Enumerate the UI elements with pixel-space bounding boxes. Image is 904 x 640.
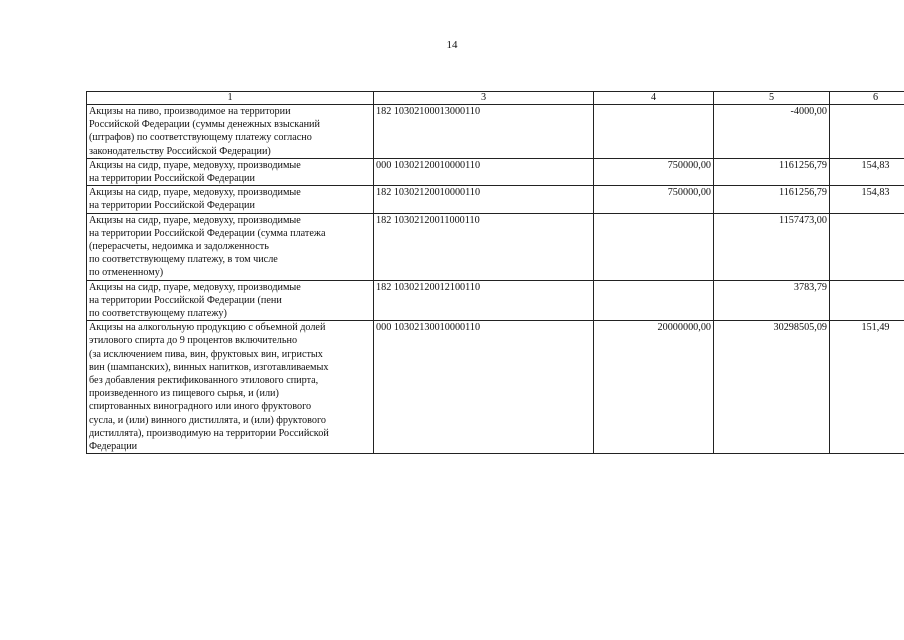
header-col-3: 3: [374, 92, 594, 105]
row-actual: 3783,79: [714, 280, 830, 321]
row-code: 000 10302130010000110: [374, 321, 594, 454]
table-row: [87, 158, 904, 185]
row-name: Акцизы на сидр, пуаре, медовуху, производимые на территории Российской Федерации (пени по соответствующему платежу): [87, 280, 374, 321]
row-plan: [594, 105, 714, 159]
row-percent: [830, 105, 904, 159]
row-name: Акцизы на алкогольную продукцию с объемной долей этилового спирта до 9 процентов включительно (за исключением пива, вин, фруктовых вин, игристых вин (шампанских), винных напитков, изготавливаемых без добавления ректификованного этилового спирта, произведенного из пищевого сырья, и (или) спиртованных виноградного или иного фруктового сусла, и (или) винного дистиллята, и (или) фруктового дистиллята), производимую на территории Российской Федерации: [87, 321, 374, 454]
row-plan: [594, 213, 714, 280]
page-number: 14: [446, 39, 458, 51]
row-plan: 750000,00: [594, 158, 714, 185]
row-plan: [594, 280, 714, 321]
row-actual: 1161256,79: [714, 158, 830, 185]
table-row: [87, 105, 904, 159]
row-actual: 1157473,00: [714, 213, 830, 280]
row-actual: -4000,00: [714, 105, 830, 159]
row-name: Акцизы на пиво, производимое на территории Российской Федерации (суммы денежных взысканий (штрафов) по соответствующему платежу согласно законодательству Российской Федерации): [87, 105, 374, 159]
row-code: 182 10302100013000110: [374, 105, 594, 159]
row-plan: 750000,00: [594, 186, 714, 213]
row-percent: [830, 213, 904, 280]
row-percent: [830, 280, 904, 321]
header-col-4: 4: [594, 92, 714, 105]
table-header-row: [87, 92, 904, 105]
row-plan: 20000000,00: [594, 321, 714, 454]
row-name: Акцизы на сидр, пуаре, медовуху, производимые на территории Российской Федерации: [87, 186, 374, 213]
table-row: [87, 186, 904, 213]
row-actual: 30298505,09: [714, 321, 830, 454]
row-name: Акцизы на сидр, пуаре, медовуху, производимые на территории Российской Федерации: [87, 158, 374, 185]
row-name: Акцизы на сидр, пуаре, медовуху, производимые на территории Российской Федерации (сумма платежа (перерасчеты, недоимка и задолженность по соответствующему платежу, в том числе по отмененному): [87, 213, 374, 280]
row-actual: 1161256,79: [714, 186, 830, 213]
table-row: [87, 280, 904, 321]
table-row: [87, 321, 904, 454]
row-percent: 154,83: [830, 186, 904, 213]
table-row: [87, 213, 904, 280]
row-code: 182 10302120012100110: [374, 280, 594, 321]
row-percent: 154,83: [830, 158, 904, 185]
row-percent: 151,49: [830, 321, 904, 454]
row-code: 182 10302120010000110: [374, 186, 594, 213]
row-code: 182 10302120011000110: [374, 213, 594, 280]
revenue-table: [86, 91, 904, 454]
row-code: 000 10302120010000110: [374, 158, 594, 185]
header-col-1: 1: [87, 92, 374, 105]
header-col-6: 6: [830, 92, 904, 105]
header-col-5: 5: [714, 92, 830, 105]
